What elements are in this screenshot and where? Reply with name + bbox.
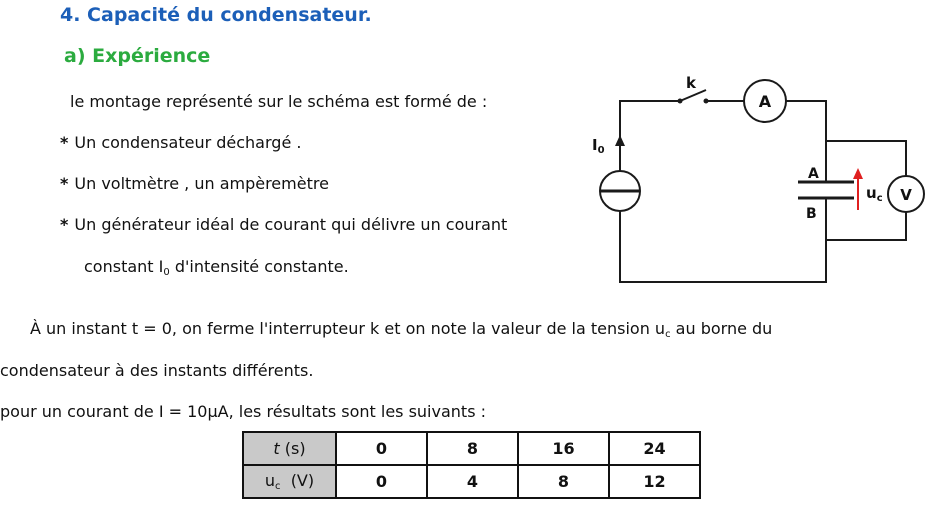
section-title: 4. Capacité du condensateur.	[60, 4, 372, 26]
switch-label: k	[686, 74, 696, 92]
row-header-time	[243, 432, 336, 465]
voltage-unit: (V)	[280, 471, 315, 490]
bullet-marker: *	[60, 174, 69, 193]
time-unit: (s)	[279, 439, 306, 458]
intro-text: le montage représenté sur le schéma est formé de :	[70, 92, 488, 111]
table-cell: 8	[518, 465, 609, 498]
table-cell: 8	[427, 432, 518, 465]
bullet-marker: *	[60, 133, 69, 152]
table-cell: 16	[518, 432, 609, 465]
subsection-title: a) Expérience	[64, 45, 211, 67]
switch-contact-left	[678, 99, 683, 104]
paragraph-results-intro: pour un courant de I = 10µA, les résultats sont les suivants :	[0, 402, 486, 421]
table-cell: 0	[336, 432, 427, 465]
switch-contact-right	[704, 99, 709, 104]
current-subscript: 0	[163, 267, 170, 278]
voltage-variable: u	[264, 471, 276, 490]
plate-a-label: A	[808, 166, 819, 182]
table-cell: 0	[336, 465, 427, 498]
paragraph-text: À un instant t = 0, on ferme l'interrupteur k et on note la valeur de la tension u	[30, 319, 666, 338]
current-arrow-icon	[615, 135, 625, 146]
voltage-label: $u_c$	[866, 184, 883, 204]
time-variable: t	[273, 439, 280, 458]
bullet-text: Un générateur idéal de courant qui délivre un courant	[74, 215, 508, 234]
paragraph-text-end: au borne du	[670, 319, 773, 338]
voltage-subscript: c	[665, 329, 671, 340]
voltage-arrow-icon	[853, 168, 863, 179]
table-cell: 4	[427, 465, 518, 498]
paragraph-line-2: condensateur à des instants différents.	[0, 361, 314, 380]
plate-b-label: B	[806, 206, 817, 222]
bullet-text: Un condensateur déchargé .	[74, 133, 302, 152]
row-header-voltage	[243, 465, 336, 498]
voltage-variable-subscript: c	[275, 481, 281, 492]
table-cell: 12	[609, 465, 700, 498]
bullet-marker: *	[60, 215, 69, 234]
wire-bottom	[620, 206, 826, 282]
ammeter-label: A	[758, 92, 772, 111]
wire-voltmeter-bottom	[826, 212, 906, 240]
continuation-text-end: d'intensité constante.	[169, 257, 349, 276]
bullet-text: Un voltmètre , un ampèremètre	[74, 174, 329, 193]
voltmeter-label: V	[900, 186, 912, 204]
wire-ammeter-capacitor	[786, 101, 826, 172]
table-row-time	[243, 432, 700, 465]
results-table	[242, 431, 701, 499]
table-cell: 24	[609, 432, 700, 465]
current-label: $I_0$	[592, 136, 605, 156]
continuation-text: constant I	[84, 257, 164, 276]
table-row-voltage	[243, 465, 700, 498]
wire-voltmeter-top	[826, 141, 906, 176]
